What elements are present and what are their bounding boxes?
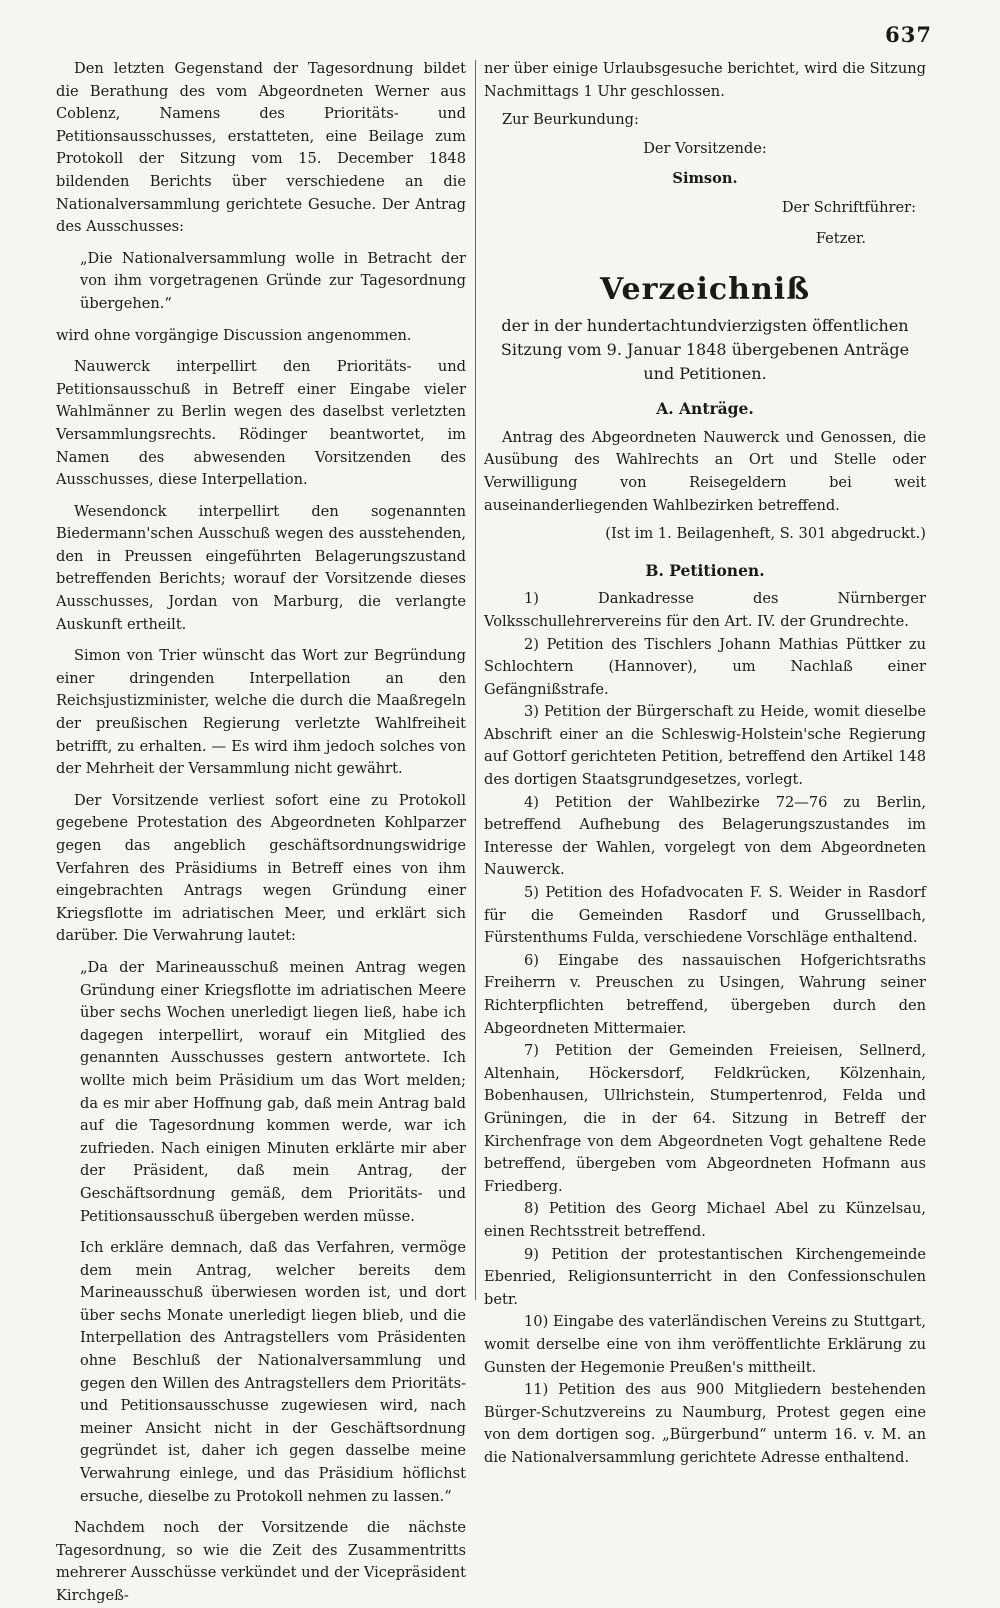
quote: „Die Nationalversammlung wolle in Betracht der von ihm vorgetragenen Gründe zur Tagesordnung übergehen.“ <box>80 249 466 312</box>
certification-label: Zur Beurkundung: <box>502 111 639 129</box>
paragraph: Simon von Trier wünscht das Wort zur Begründung einer dringenden Interpellation an den Reichsjustizminister, welche die durch die Maaßregeln der preußischen Regierung verletzte Wahlfreiheit betrifft, zu erhalten. — Es wird ihm jedoch solches von der Mehrheit der Versammlung nicht gewährt. <box>56 647 466 778</box>
paragraph: Nauwerck interpellirt den Prioritäts- und Petitionsausschuß in Betreff einer Eingabe vieler Wahlmänner zu Berlin wegen des daselbst verletzten Versammlungsrechts. Rödinger beantwortet, im Namen des abwesenden Vorsitzenden des Ausschusses, diese Interpellation. <box>56 358 466 489</box>
petition-item: 10) Eingabe des vaterländischen Vereins zu Stuttgart, womit derselbe eine von ihm veröffentlichte Erklärung zu Gunsten der Hegemonie Preußen's mittheilt. <box>484 1313 926 1376</box>
antrag-note: (Ist im 1. Beilagenheft, S. 301 abgedruckt.) <box>605 525 926 543</box>
secretary-label: Der Schriftführer: <box>781 198 916 216</box>
secretary-name: Fetzer. <box>815 229 866 247</box>
paragraph: wird ohne vorgängige Discussion angenommen. <box>56 326 412 344</box>
paragraph: Den letzten Gegenstand der Tagesordnung bildet die Berathung des vom Abgeordneten Werner aus Coblenz, Namens des Prioritäts- und Petitionsausschusses, erstatteten, eine Beilage zum Protokoll der Sitzung vom 15. December 1848 bildenden Berichts über verschiedene an die Nationalversammlung gerichtete Gesuche. Der Antrag des Ausschusses: <box>56 60 466 236</box>
paragraph: Der Vorsitzende verliest sofort eine zu Protokoll gegebene Protestation des Abgeordneten Kohlparzer gegen das angeblich geschäftsordnungswidrige Verfahren des Präsidiums in Betreff eines von ihm eingebrachten Antrags wegen Gründung einer Kriegsflotte im adriatischen Meer, und erklärt sich darüber. Die Verwahrung lautet: <box>56 791 466 945</box>
antrag-item: Antrag des Abgeordneten Nauwerck und Genossen, die Ausübung des Wahlrechts an Ort und Stelle oder Verwilligung von Reisegeldern bei weit auseinanderliegenden Wahlbezirken betreffend. <box>484 428 926 514</box>
section-heading-petitionen: B. Petitionen. <box>645 560 765 580</box>
petition-item: 5) Petition des Hofadvocaten F. S. Weider in Rasdorf für die Gemeinden Rasdorf und Grussellbach, Fürstenthums Fulda, verschiedene Vorschläge enthaltend. <box>484 884 926 947</box>
list-subtitle: der in der hundertachtundvierzigsten öffentlichen Sitzung vom 9. Januar 1848 übergebenen Anträge und Petitionen. <box>500 316 910 384</box>
petition-item: 11) Petition des aus 900 Mitgliedern bestehenden Bürger-Schutzvereins zu Naumburg, Protest gegen eine von dem dortigen sog. „Bürgerbund“ unterm 16. v. M. an die Nationalversammlung gerichtete Adresse enthaltend. <box>484 1381 926 1466</box>
petition-item: 6) Eingabe des nassauischen Hofgerichtsraths Freiherrn v. Preuschen zu Usingen, Wahrung seiner Richterpflichten betreffend, übergeben durch den Abgeordneten Mittermaier. <box>484 951 926 1037</box>
page-number: 637 <box>885 22 932 47</box>
petition-item: 2) Petition des Tischlers Johann Mathias Püttker zu Schlochtern (Hannover), um Nachlaß einer Gefängnißstrafe. <box>484 635 926 698</box>
petition-item: 9) Petition der protestantischen Kirchengemeinde Ebenried, Religionsunterricht in den Confessionschulen betr. <box>484 1245 926 1308</box>
left-column <box>56 58 466 1608</box>
column-divider <box>475 60 476 1300</box>
list-title: Verzeichniß <box>599 272 810 308</box>
petition-item: 3) Petition der Bürgerschaft zu Heide, womit dieselbe Abschrift einer an die Schleswig-Holstein'sche Regierung auf Gottorf gerichteten Petition, betreffend den Artikel 148 des dortigen Staatsgrundgesetzes, vorlegt. <box>484 703 926 789</box>
paragraph: Nachdem noch der Vorsitzende die nächste Tagesordnung, so wie die Zeit des Zusammentritts mehrerer Ausschüsse verkündet und der Vicepräsident Kirchgeß- <box>56 1519 466 1604</box>
section-heading-antraege: A. Anträge. <box>656 399 754 419</box>
right-column <box>484 58 926 1469</box>
paragraph: ner über einige Urlaubsgesuche berichtet, wird die Sitzung Nachmittags 1 Uhr geschlossen. <box>484 60 926 100</box>
petition-item: 1) Dankadresse des Nürnberger Volksschullehrervereins für den Art. IV. der Grundrechte. <box>484 590 926 630</box>
petition-item: 8) Petition des Georg Michael Abel zu Künzelsau, einen Rechtsstreit betreffend. <box>484 1200 926 1240</box>
paragraph: Wesendonck interpellirt den sogenannten Biedermann'schen Ausschuß wegen des ausstehenden, den in Preussen eingeführten Belagerungszustand betreffenden Berichts; worauf der Vorsitzende dieses Ausschusses, Jordan von Marburg, die verlangte Auskunft ertheilt. <box>56 502 466 633</box>
quote: „Da der Marineausschuß meinen Antrag wegen Gründung einer Kriegsflotte im adriatischen Meere über sechs Wochen unerledigt liegen ließ, habe ich dagegen interpellirt, worauf ein Mitglied des genannten Ausschusses gestern antwortete. Ich wollte mich beim Präsidium um das Wort melden; da es mir aber Hoffnung gab, daß mein Antrag bald auf die Tagesordnung kommen werde, war ich zufrieden. Nach einigen Minuten erklärte mir aber der Präsident, daß mein Antrag, der Geschäftsordnung gemäß, dem Prioritäts- und Petitionsausschuß übergeben werden müsse. <box>80 958 466 1225</box>
quote: Ich erkläre demnach, daß das Verfahren, vermöge dem mein Antrag, welcher bereits dem Marineausschuß überwiesen worden ist, und dort über sechs Monate unerledigt liegen blieb, und die Interpellation des Antragstellers vom Präsidenten ohne Beschluß der Nationalversammlung und gegen den Willen des Antragstellers dem Prioritäts- und Petitionsausschusse zugewiesen wird, nach meiner Ansicht nicht in der Geschäftsordnung gegründet ist, daher ich gegen dasselbe meine Verwahrung einlege, und das Präsidium höflichst ersuche, dieselbe zu Protokoll nehmen zu lassen.“ <box>80 1239 466 1505</box>
chair-name: Simson. <box>672 170 738 188</box>
chair-label: Der Vorsitzende: <box>643 139 767 157</box>
petition-item: 4) Petition der Wahlbezirke 72—76 zu Berlin, betreffend Aufhebung des Belagerungszustandes im Interesse der Wahlen, vorgelegt von dem Abgeordneten Nauwerck. <box>484 793 926 879</box>
petition-item: 7) Petition der Gemeinden Freieisen, Sellnerd, Altenhain, Höckersdorf, Feldkrücken, Kölzenhain, Bobenhausen, Ullrichstein, Stumpertenrod, Felda und Grüningen, die in der 64. Sitzung in Betreff der Kirchenfrage von dem Abgeordneten Vogt gehaltene Rede betreffend, übergeben vom Abgeordneten Hofmann aus Friedberg. <box>484 1042 926 1195</box>
